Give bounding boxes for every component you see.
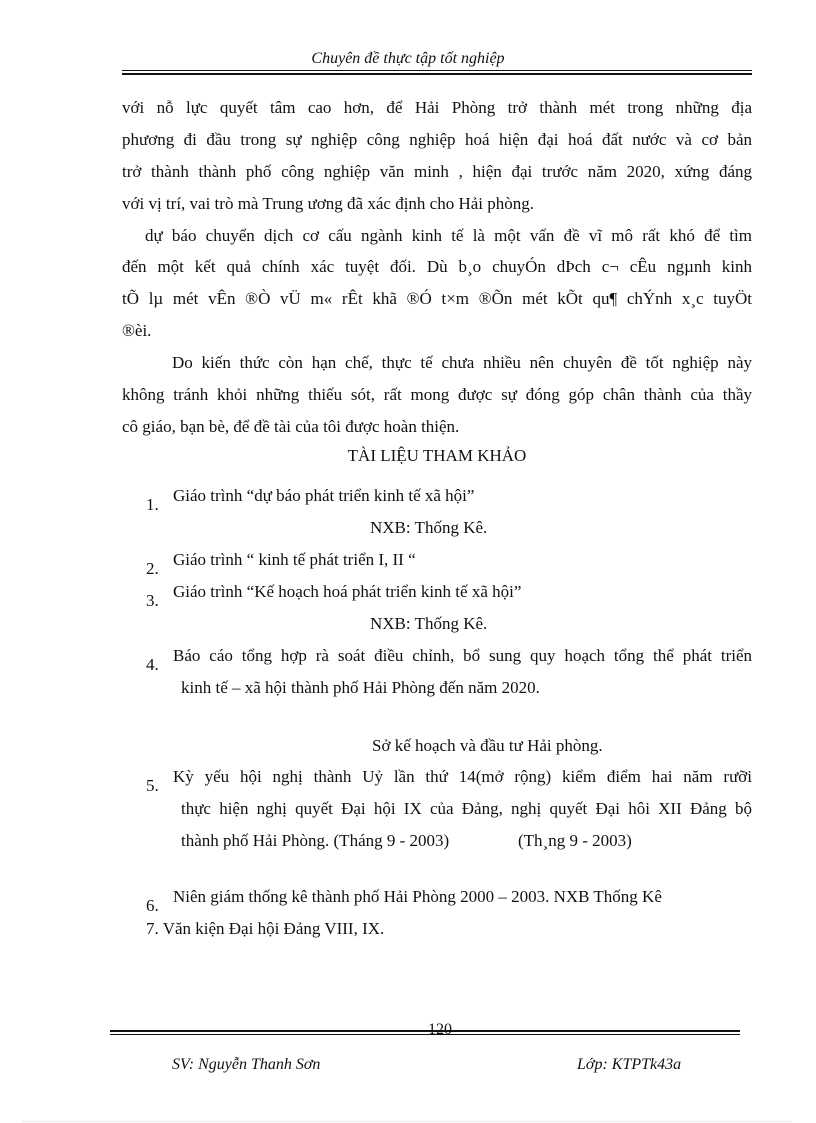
para3-line-3: cô giáo, bạn bè, để đề tài của tôi được hoàn thiện. [122, 417, 460, 436]
footer-student: SV: Nguyễn Thanh Sơn [172, 1056, 321, 1073]
ref-5-line-3: thành phố Hải Phòng. (Tháng 9 - 2003) [181, 831, 450, 850]
header-title: Chuyên đề thực tập tốt nghiệp [311, 50, 505, 67]
para1-line-4: với vị trí, vai trò mà Trung ương đã xác định cho Hải phòng. [122, 194, 535, 213]
page-number: 120 [428, 1021, 452, 1038]
para1-line-2: phương đi đầu trong sự nghiệp công nghiệp hoá hiện đại hoá đất nước và cơ bản [122, 130, 752, 149]
ref-4-line-1: Báo cáo tổng hợp rà soát điều chỉnh, bổ sung quy hoạch tổng thể phát triển [173, 646, 752, 665]
header-rule-bottom [122, 73, 752, 75]
ref-5-line-2: thực hiện nghị quyết Đại hội IX của Đảng, nghị quyết Đại hôi XII Đảng bộ [181, 799, 752, 818]
para2-line-4: ®èi. [122, 321, 152, 340]
footer-rule-top [110, 1030, 740, 1032]
ref-3-line-1: Giáo trình “Kế hoạch hoá phát triển kinh tế xã hội” [173, 582, 522, 601]
ref-5-line-4: (Th¸ng 9 - 2003) [518, 831, 632, 850]
ref-1-number: 1. [146, 495, 159, 514]
ref-2-number: 2. [146, 559, 159, 578]
para2-line-1: dự báo chuyển dịch cơ cấu ngành kinh tế là một vấn đề vĩ mô rất khó để tìm [145, 226, 752, 245]
ref-6-number: 6. [146, 896, 159, 915]
header-rule-top [122, 70, 752, 71]
para2-line-2: đến một kết quả chính xác tuyệt đối. Dù b¸o chuyÓn dÞch c¬ cÊu ngµnh kinh [122, 257, 752, 276]
ref-2-line-1: Giáo trình “ kinh tế phát triển I, II “ [173, 550, 416, 569]
ref-3-publisher: NXB: Thống Kê. [370, 614, 488, 633]
references-heading: TÀI LIỆU THAM KHẢO [347, 446, 527, 465]
para1-line-3: trở thành thành phố công nghiệp văn minh , hiện đại trước năm 2020, xứng đáng [122, 162, 752, 181]
ref-7-line-1: 7. Văn kiện Đại hội Đảng VIII, IX. [146, 919, 385, 938]
para1-line-1: với nỗ lực quyết tâm cao hơn, để Hải Phòng trở thành mét trong những địa [122, 98, 752, 117]
ref-6-line-1: Niên giám thống kê thành phố Hải Phòng 2000 – 2003. NXB Thống Kê [173, 887, 662, 906]
para3-line-1: Do kiến thức còn hạn chế, thực tế chưa nhiều nên chuyên đề tốt nghiệp này [172, 353, 752, 372]
ref-1-publisher: NXB: Thống Kê. [370, 518, 488, 537]
ref-4-number: 4. [146, 655, 159, 674]
ref-5-line-1: Kỳ yếu hội nghị thành Uỷ lần thứ 14(mở rộng) kiểm điểm hai năm rưỡi [173, 767, 752, 786]
footer-class: Lớp: KTPTk43a [577, 1056, 682, 1073]
para2-line-3: tÕ lµ mét vÊn ®Ò vÜ m« rÊt khã ®Ó t×m ®Õn mét kÕt qu¶ chÝnh x¸c tuyÖt [122, 289, 752, 308]
ref-5-number: 5. [146, 776, 159, 795]
ref-4-line-2: kinh tế – xã hội thành phố Hải Phòng đến năm 2020. [181, 678, 540, 697]
ref-3-number: 3. [146, 591, 159, 610]
footer-rule-bottom [110, 1034, 740, 1035]
page-bottom-divider [22, 1121, 794, 1122]
ref-4-publisher: Sở kế hoạch và đầu tư Hải phòng. [372, 736, 603, 755]
para3-line-2: không tránh khỏi những thiếu sót, rất mong được sự đóng góp chân thành của thầy [122, 385, 752, 404]
ref-1-line-1: Giáo trình “dự báo phát triển kinh tế xã hội” [173, 486, 475, 505]
